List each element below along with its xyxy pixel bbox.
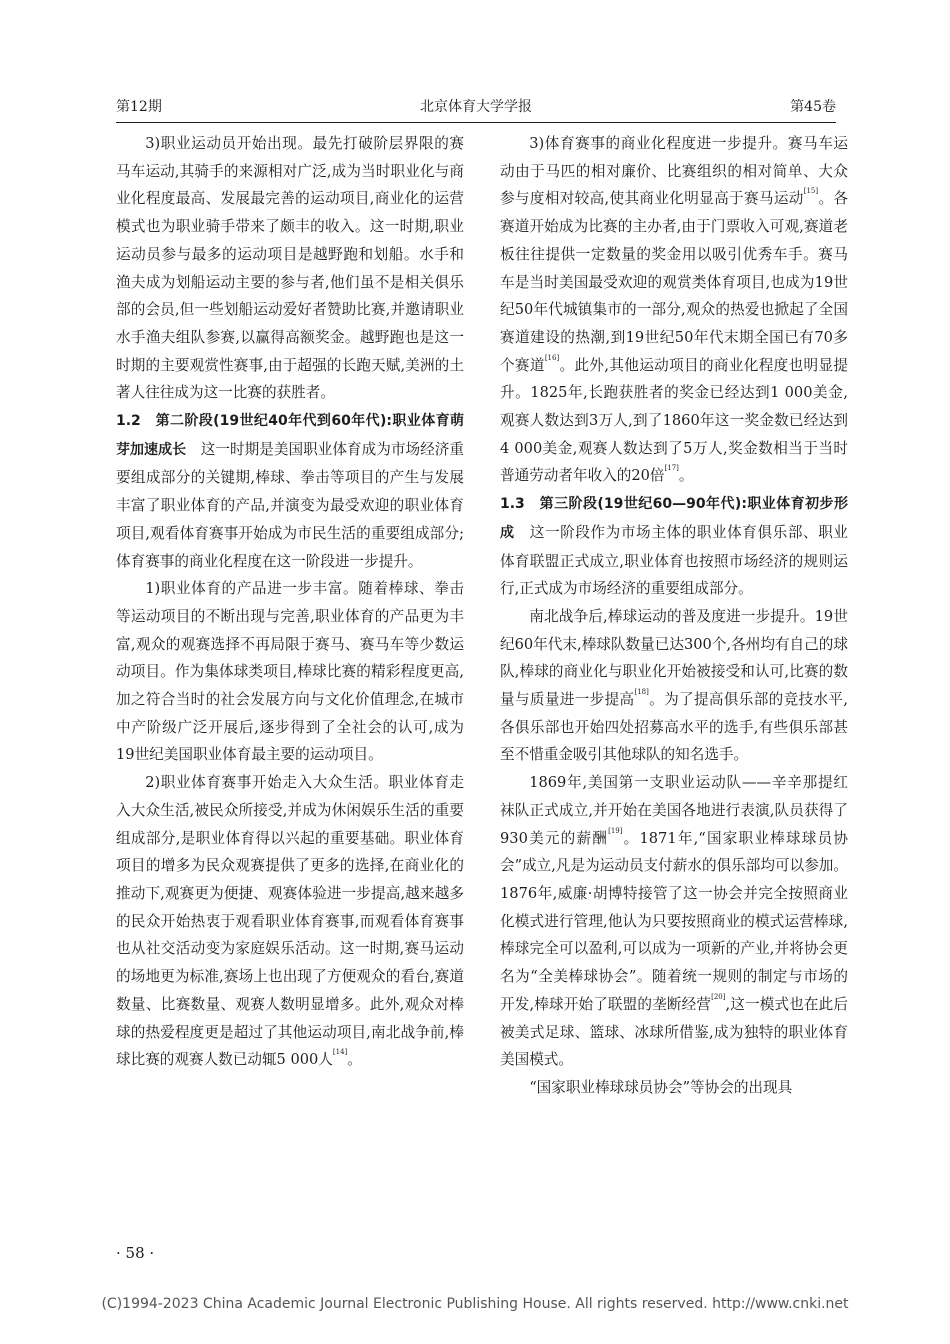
paragraph: 1)职业体育的产品进一步丰富。随着棒球、拳击等运动项目的不断出现与完善,职业体育的产品更为丰富,观众的观赛选择不再局限于赛马、赛马车等少数运动项目。作为集体球类项目,棒球比赛的精彩程度更高,加之符合当时的社会发展方向与文化价值理念,在城市中产阶级广泛开展后,逐步得到了全社会的认可,成为19世纪美国职业体育最主要的运动项目。 <box>116 580 464 764</box>
heading-title: 1.2 第二阶段(19世纪40年代到60年代):职业体育萌芽加速成长 <box>116 413 464 458</box>
paragraph-text: 。 <box>347 1051 362 1069</box>
paragraph <box>500 769 848 1074</box>
citation: [19] <box>608 826 623 835</box>
heading-title: 1.3 第三阶段(19世纪60—90年代):职业体育初步形成 <box>500 496 848 541</box>
heading-text: 这一时期是美国职业体育成为市场经济重要组成部分的关键期,棒球、拳击等项目的产生与发展丰富了职业体育的产品,并演变为最受欢迎的职业体育项目,观看体育赛事开始成为市民生活的重要组成部分;体育赛事的商业化程度在这一阶段进一步提升。 <box>116 440 464 570</box>
issue-number: 第12期 <box>116 99 162 115</box>
running-header <box>116 96 836 120</box>
paragraph <box>500 130 848 490</box>
heading-text: 这一阶段作为市场主体的职业体育俱乐部、职业体育联盟正式成立,职业体育也按照市场经济的规则运行,正式成为市场经济的重要组成部分。 <box>500 523 848 598</box>
paragraph-text: 。1871年,“国家职业棒球球员协会”成立,凡是为运动员支付薪水的俱乐部均可以参加。1876年,威廉·胡博特接管了这一协会并完全按照商业化模式进行管理,他认为只要按照商业的模式运营棒球,棒球完全可以盈利,可以成为一项新的产业,并将协会更名为“全美棒球协会”。随着统一规则的制定与市场的开发,棒球开始了联盟的垄断经营 <box>500 829 848 1013</box>
paragraph-text: 。此外,其他运动项目的商业化程度也明显提升。1825年,长跑获胜者的奖金已经达到1 000美金,观赛人数达到3万人,到了1860年这一奖金数已经达到4 000美金,观赛人数达到了5万人,奖金数相当于当时普通劳动者年收入的20倍 <box>500 356 848 485</box>
right-column <box>500 130 848 1102</box>
citation: [16] <box>544 353 560 362</box>
paragraph: 3)职业运动员开始出现。最先打破阶层界限的赛马车运动,其骑手的来源相对广泛,成为当时职业化与商业化程度最高、发展最完善的运动项目,商业化的运营模式也为职业骑手带来了颇丰的收入。这一时期,职业运动员参与最多的运动项目是越野跑和划船。水手和渔夫成为划船运动主要的参与者,他们虽不是相关俱乐部的会员,但一些划船运动爱好者赞助比赛,并邀请职业水手渔夫组队参赛,以赢得高额奖金。越野跑也是这一时期的主要观赏性赛事,由于超强的长跑天赋,美洲的土著人往往成为这一比赛的获胜者。 <box>116 135 464 402</box>
citation: [18] <box>634 688 649 697</box>
journal-title: 北京体育大学学报 <box>420 99 532 115</box>
copyright-footer: (C)1994-2023 China Academic Journal Electronic Publishing House. All rights reserved. http://www.cnki.net <box>101 1296 849 1312</box>
paragraph-text: 。各赛道开始成为比赛的主办者,由于门票收入可观,赛道老板往往提供一定数量的奖金用以吸引优秀车手。赛马车是当时美国最受欢迎的观赏类体育项目,也成为19世纪50年代城镇集市的一部分,观众的热爱也掀起了全国赛道建设的热潮,到19世纪50年代末期全国已有70多个赛道 <box>500 190 848 374</box>
header-rule <box>116 122 836 123</box>
paragraph-text: 1869年,美国第一支职业运动队——辛辛那提红袜队正式成立,并开始在美国各地进行表演,队员获得了930美元的薪酬 <box>500 774 848 847</box>
paragraph-text: 南北战争后,棒球运动的普及度进一步提升。19世纪60年代末,棒球队数量已达300个,各州均有自己的球队,棒球的商业化与职业化开始被接受和认可,比赛的数量与质量进一步提高 <box>500 607 848 709</box>
paragraph-text: 3)体育赛事的商业化程度进一步提升。赛马车运动由于马匹的相对廉价、比赛组织的相对简单、大众参与度相对较高,使其商业化明显高于赛马运动 <box>500 135 848 208</box>
paragraph <box>116 769 464 1074</box>
paragraph-text: 。 <box>678 467 694 485</box>
citation: [17] <box>664 464 679 473</box>
paragraph-text: 。为了提高俱乐部的竞技水平,各俱乐部也开始四处招募高水平的选手,有些俱乐部甚至不惜重金吸引其他球队的知名选手。 <box>500 691 848 764</box>
citation: [20] <box>711 992 726 1001</box>
paragraph-text: 2)职业体育赛事开始走入大众生活。职业体育走入大众生活,被民众所接受,并成为休闲娱乐生活的重要组成部分,是职业体育得以兴起的重要基础。职业体育项目的增多为民众观赛提供了更多的选择,在商业化的推动下,观赛更为便捷、观赛体验进一步提高,越来越多的民众开始热衷于观看职业体育赛事,而观看体育赛事也从社交活动变为家庭娱乐活动。这一时期,赛马运动的场地更为标准,赛场上也出现了方便观众的看台,赛道数量、比赛数量、观赛人数明显增多。此外,观众对棒球的热爱程度更是超过了其他运动项目,南北战争前,棒球比赛的观赛人数已动辄5 000人 <box>116 774 464 1069</box>
volume-number: 第45卷 <box>790 99 836 115</box>
page-number: · 58 · <box>116 1244 155 1262</box>
paragraph: “国家职业棒球球员协会”等协会的出现具 <box>529 1078 793 1096</box>
paragraph <box>500 603 848 769</box>
section-heading-1-2 <box>116 407 464 575</box>
paragraph-text: ,这一模式也在此后被美式足球、篮球、冰球所借鉴,成为独特的职业体育美国模式。 <box>500 995 848 1069</box>
section-heading-1-3 <box>500 490 848 603</box>
citation: [15] <box>803 187 819 196</box>
left-column <box>116 130 464 1074</box>
citation: [14] <box>332 1048 348 1057</box>
